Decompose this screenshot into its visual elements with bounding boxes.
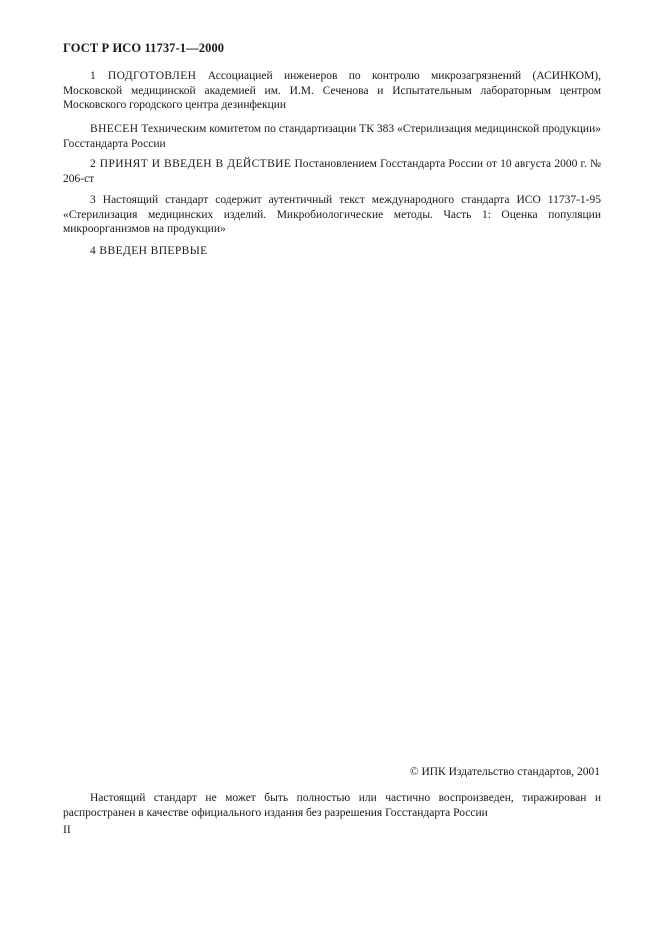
paragraph-introduced-by [63, 122, 601, 151]
paragraph-lead: ВНЕСЕН [90, 123, 139, 135]
paragraph-first-introduced: 4 ВВЕДЕН ВПЕРВЫЕ [90, 245, 208, 257]
paragraph-text: Постановлением Госстандарта России от 10 августа 2000 г. № 206-ст [63, 158, 601, 185]
reproduction-notice: Настоящий стандарт не может быть полностью или частично воспроизведен, тиражирован и распространен в качестве официального издания без разрешения Госстандарта России [63, 792, 601, 819]
paragraph-lead: 2 ПРИНЯТ И ВВЕДЕН В ДЕЙСТВИЕ [90, 158, 292, 170]
paragraph-prepared-by [63, 69, 601, 113]
paragraph-text: Техническим комитетом по стандартизации ТК 383 «Стерилизация медицинской продукции» Госстандарта России [63, 123, 601, 150]
page-number: II [63, 824, 71, 836]
paragraph-text: Ассоциацией инженеров по контролю микрозагрязнений (АСИНКОМ), Московской медицинской академией им. И.М. Сеченова и Испытательным лабораторным центром Московского городского центра дезинфекции [63, 70, 601, 111]
paragraph-authentic-text: 3 Настоящий стандарт содержит аутентичный текст международного стандарта ИСО 11737-1-95 «Стерилизация медицинских изделий. Микробиологические методы. Часть 1: Оценка популяции микроорганизмов на продукции» [63, 194, 601, 235]
standard-code-header: ГОСТ Р ИСО 11737-1—2000 [63, 41, 225, 55]
paragraph-adopted [63, 157, 601, 186]
paragraph-lead: 1 ПОДГОТОВЛЕН [90, 70, 197, 82]
copyright-line: © ИПК Издательство стандартов, 2001 [409, 766, 600, 778]
